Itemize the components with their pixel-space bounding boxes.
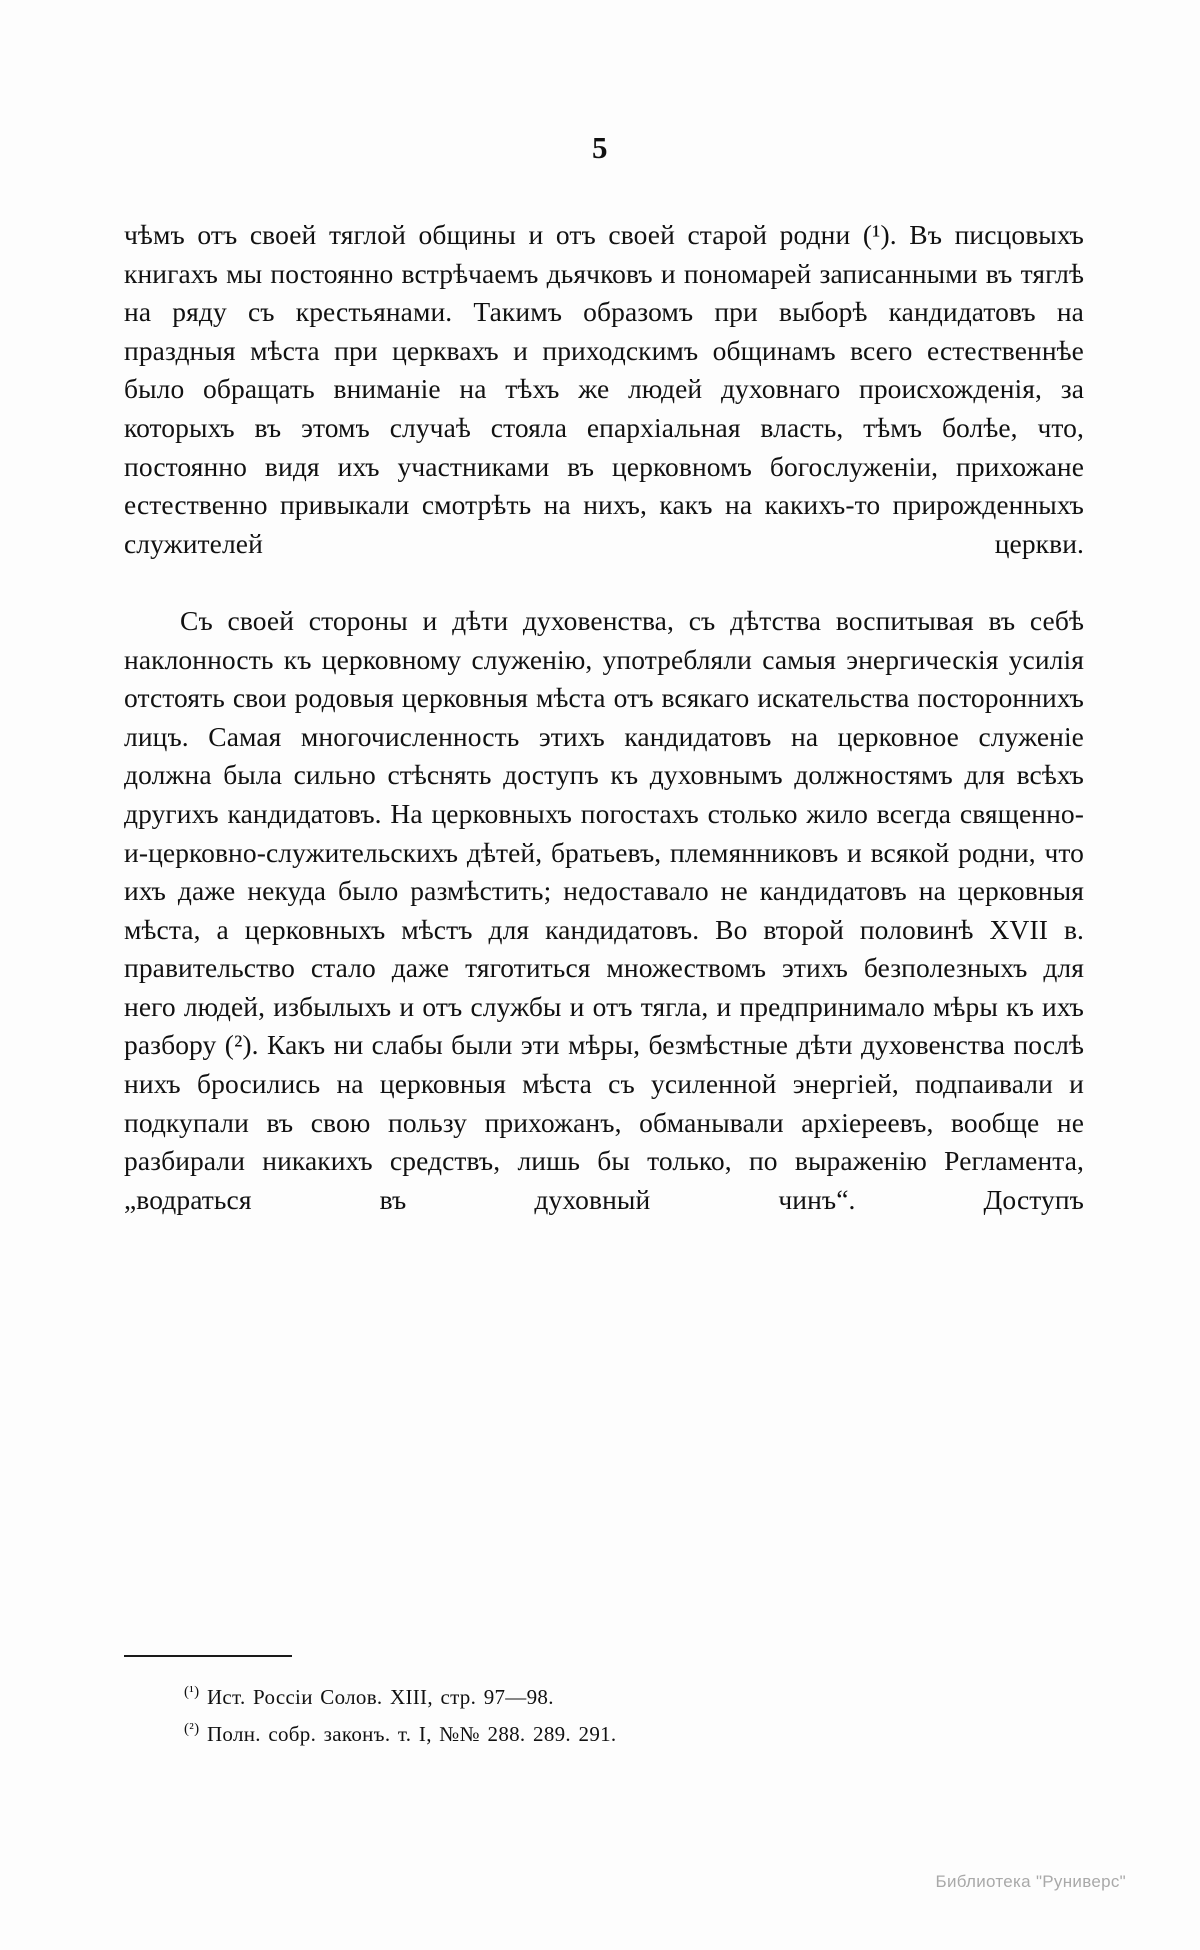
paragraph-1: чѣмъ отъ своей тяглой общины и отъ своей старой родни (¹). Въ писцовыхъ книгахъ мы постоянно встрѣчаемъ дьячковъ и пономарей записанными въ тяглѣ на ряду съ крестьянами. Такимъ образомъ при выборѣ кандидатовъ на праздныя мѣста при церквахъ и приходскимъ общинамъ всего естественнѣе было обращать вниманіе на тѣхъ же людей духовнаго происхожденія, за которыхъ въ этомъ случаѣ стояла епархіальная власть, тѣмъ болѣе, что, постоянно видя ихъ участниками въ церковномъ богослуженіи, прихожане естественно привыкали смотрѣть на нихъ, какъ на какихъ-то прирожденныхъ служителей церкви. [124,219,1084,559]
footnote-divider [124,1655,292,1657]
library-watermark: Библиотека "Руниверс" [935,1872,1126,1891]
footnote-text: Полн. собр. законъ. т. I, №№ 288. 289. 291. [206,1722,617,1746]
body-text [124,216,1084,1258]
footnote-marker: (²) [184,1721,200,1737]
paragraph-2: Съ своей стороны и дѣти духовенства, съ дѣтства воспитывая въ себѣ наклонность къ церковному служенію, употребляли самыя энергическія усилія отстоять свои родовыя церковныя мѣста отъ всякаго искательства постороннихъ лицъ. Самая многочисленность этихъ кандидатовъ на церковное служеніе должна была сильно стѣснять доступъ къ духовнымъ должностямъ для всѣхъ другихъ кандидатовъ. На церковныхъ погостахъ столько жило всегда священно-и-церковно-служительскихъ дѣтей, братьевъ, племянниковъ и всякой родни, что ихъ даже некуда было размѣстить; недоставало не кандидатовъ на церковныя мѣста, а церковныхъ мѣстъ для кандидатовъ. Во второй половинѣ XVII в. правительство стало даже тяготиться множествомъ этихъ безполезныхъ для него людей, избылыхъ и отъ службы и отъ тягла, и предпринимало мѣры къ ихъ разбору (²). Какъ ни слабы были эти мѣры, безмѣстные дѣти духовенства послѣ нихъ бросились на церковныя мѣста съ усиленной энергіей, подпаивали и подкупали въ свою пользу прихожанъ, обманывали архіереевъ, вообще не разбирали никакихъ средствъ, лишь бы только, по выраженію Регламента, „водраться въ духовный чинъ“. Доступъ [124,604,1084,1215]
footnote-item [124,1676,1084,1713]
footnotes [124,1676,1084,1750]
footnote-item [124,1713,1084,1750]
footnote-text: Ист. Россіи Солов. XIII, стр. 97—98. [206,1685,554,1709]
footnote-marker: (¹) [184,1684,200,1700]
page-number: 5 [592,130,608,165]
